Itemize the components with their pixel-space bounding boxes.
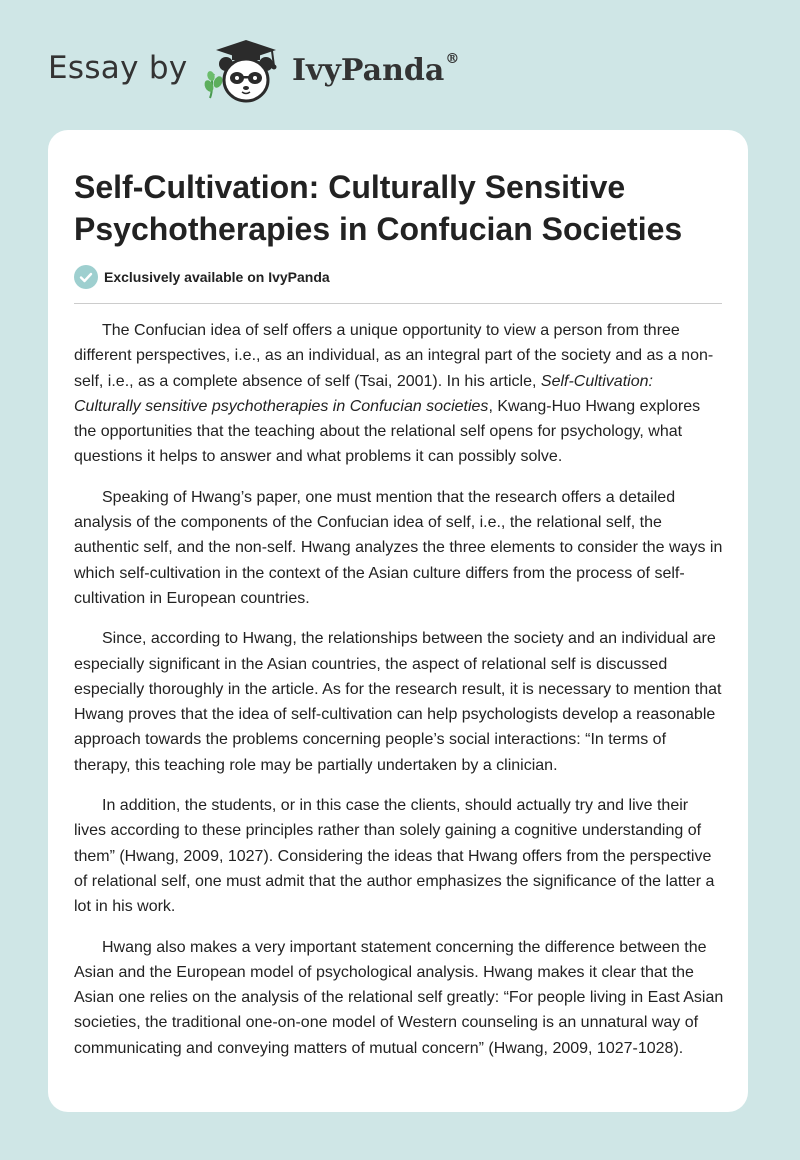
paragraph-5: Hwang also makes a very important statement concerning the difference between the Asian and the European model of psychological analysis. Hwang makes it clear that the Asian one relies on the analysis of the relational self greatly: “For people living in East Asian societies, the traditional one-on-one model of Western counseling is an unnatural way of communicating and conveying matters of mutual concern” (Hwang, 2009, 1027-1028). [74,938,724,1057]
brand-name-text: IvyPanda [292,53,445,88]
paragraph-2: Speaking of Hwang’s paper, one must mention that the research offers a detailed analysis of the components of the Confucian idea of self, i.e., the relational self, the authentic self, and the non-self. Hwang analyzes the three elements to consider the ways in which self-cultivation in the context of the Asian culture differs from the process of self-cultivation in European countries. [74,488,723,607]
essay-body [74,318,724,1076]
article-title-italic: Self-Cultivation: Culturally sensitive psychotherapies in Confucian societies [74,372,653,415]
badge-text: Exclusively available on IvyPanda [104,269,330,285]
site-header [0,0,800,130]
exclusive-badge [74,264,330,290]
brand-name[interactable] [292,53,459,88]
essay-by-label: Essay by [48,50,188,86]
panda-logo-icon[interactable] [200,36,290,108]
paragraph-4: In addition, the students, or in this case the clients, should actually try and live their lives according to these principles rather than solely gaining a cognitive understanding of them” (Hwang, 2009, 1027). Considering the ideas that Hwang offers from the perspective of relational self, one must admit that the author emphasizes the significance of the latter a lot in his work. [74,797,715,916]
registered-mark: ® [445,51,460,67]
divider [74,303,722,304]
paragraph-1 [74,318,724,470]
check-circle-icon [74,265,98,289]
paragraph-3: Since, according to Hwang, the relationships between the society and an individual are especially significant in the Asian countries, the aspect of relational self is discussed especially thoroughly in the article. As for the research result, it is necessary to mention that Hwang proves that the idea of self-cultivation can help psychologists develop a reasonable approach towards the problems concerning people’s social interactions: “In terms of therapy, this teaching role may be partially undertaken by a clinician. [74,630,722,774]
paragraph-1-part-a: The Confucian idea of self offers a unique opportunity to view a person from three different perspectives, i.e., as an individual, as an integral part of the society and as a non-self, i.e., as a complete absence of self (Tsai, 2001). In his article, [74,322,714,390]
essay-title: Self-Cultivation: Culturally Sensitive Psychotherapies in Confucian Societies [74,169,683,247]
essay-card [48,130,748,1112]
paragraph-1-part-b: , Kwang-Huo Hwang explores the opportunities that the teaching about the relational self opens for psychology, what questions it helps to answer and what problems it can possibly solve. [74,397,701,466]
